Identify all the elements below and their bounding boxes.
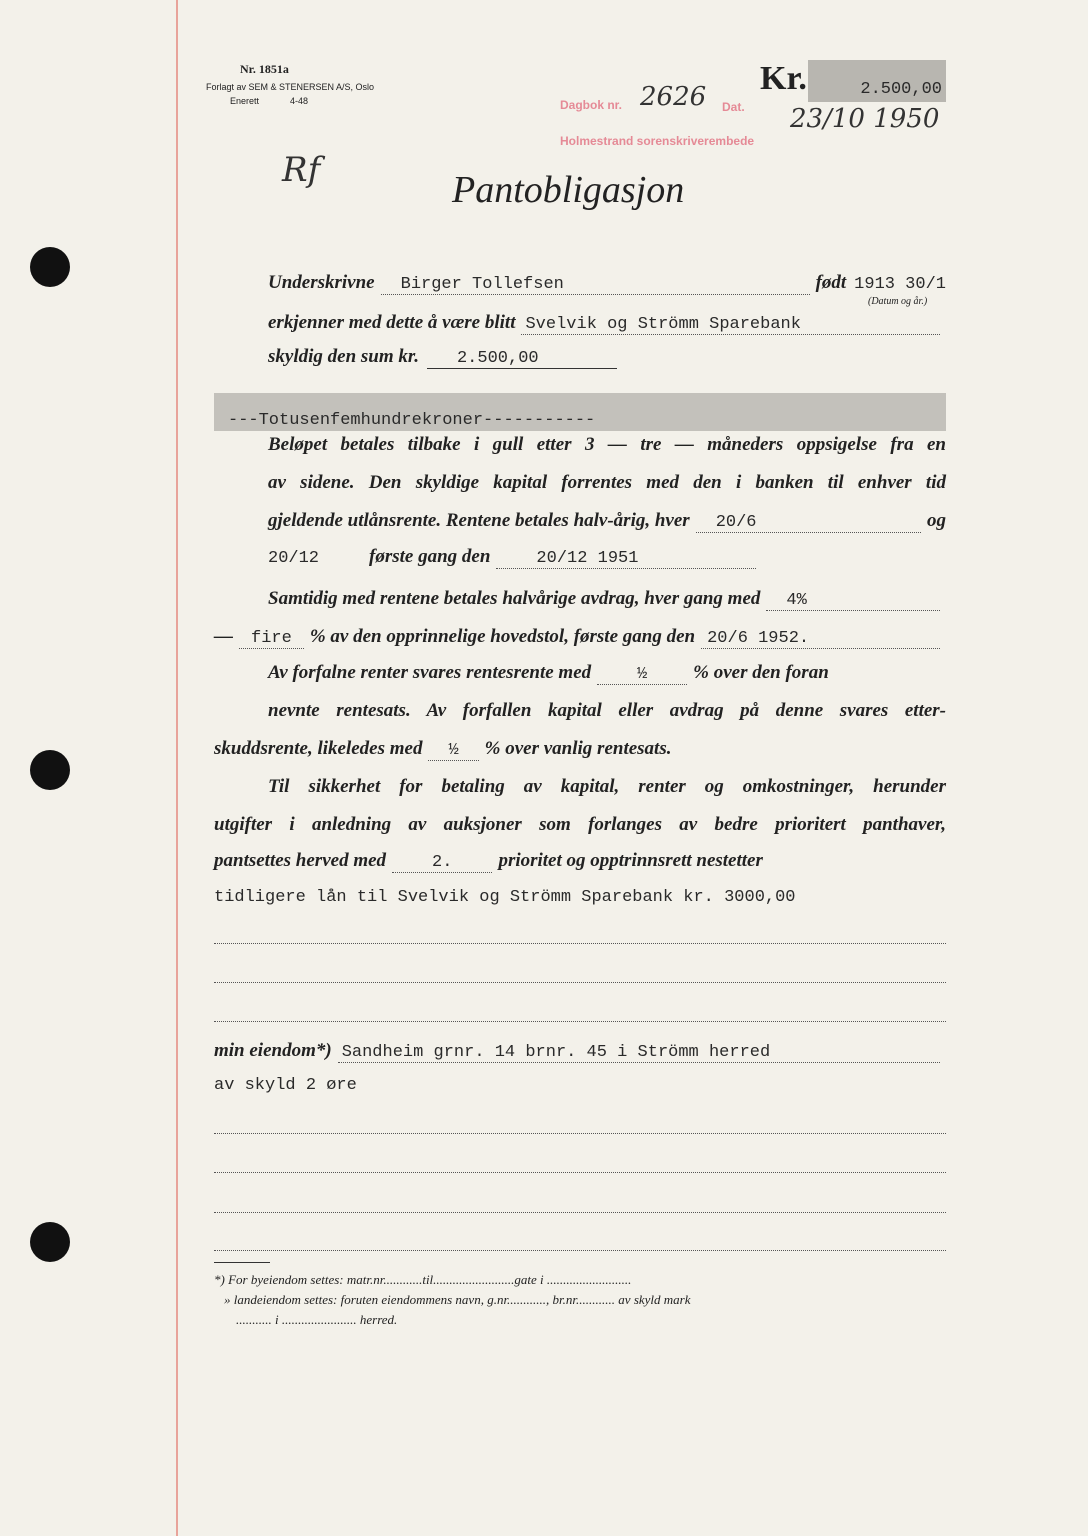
margin-line	[176, 0, 178, 1536]
rente-row	[268, 510, 946, 533]
prioritet-text: prioritet og opptrinnsrett nestetter	[498, 850, 763, 871]
paragraph-line: Til sikkerhet for betaling av kapital, renter og omkostninger, herunder	[268, 776, 946, 797]
pantsettes-row	[214, 850, 946, 873]
dagbok-label: Dagbok nr.	[560, 98, 623, 112]
renters-row	[268, 662, 946, 685]
fodt-value: 1913 30/1	[854, 275, 946, 294]
avdrag-row-2	[214, 626, 946, 649]
renters-text-b: % over den foran	[693, 662, 829, 683]
rente-date2: 20/12	[268, 549, 320, 568]
punch-hole	[30, 247, 70, 287]
sum-words-bar	[214, 393, 946, 431]
blank-line	[214, 943, 946, 944]
skuddsrente-val: ½	[428, 741, 478, 761]
og-label: og	[927, 510, 946, 531]
paragraph-line: utgifter i anledning av auksjoner som forlanges av bedre prioritert panthaver,	[214, 814, 946, 835]
paragraph-line: nevnte rentesats. Av forfallen kapital eller avdrag på denne svares etter-	[268, 700, 946, 721]
punch-hole	[30, 750, 70, 790]
blank-line	[214, 1212, 946, 1213]
erkjenner-label: erkjenner med dette å være blitt	[268, 312, 516, 333]
punch-hole	[30, 1222, 70, 1262]
typed-prior-loan: tidligere lån til Svelvik og Strömm Sparebank kr. 3000,00	[214, 888, 796, 907]
blank-line	[214, 982, 946, 983]
eiendom-row	[214, 1040, 946, 1063]
creditor-value: Svelvik og Strömm Sparebank	[521, 315, 940, 335]
pantsettes-text: pantsettes herved med	[214, 850, 387, 871]
footnote-rule	[214, 1262, 270, 1263]
stamp-date: 23/10 1950	[790, 104, 940, 134]
eiendom-label: min eiendom*)	[214, 1040, 332, 1061]
blank-line	[214, 1172, 946, 1173]
paragraph-line: av sidene. Den skyldige kapital forrentes med den i banken til enhver tid	[268, 472, 946, 493]
dat-label: Dat.	[722, 100, 745, 114]
initials-signature: Rf	[282, 150, 321, 190]
underskrivne-label: Underskrivne	[268, 272, 375, 293]
avdrag-date: 20/6 1952.	[701, 629, 940, 649]
rente-date1: 20/6	[696, 513, 921, 533]
erkjenner-row	[268, 312, 946, 335]
footnote-line: » landeiendom settes: foruten eiendommens navn, g.nr............, br.nr............ av skyld mark	[224, 1292, 691, 1307]
skuddsrente-row	[214, 738, 946, 761]
kr-label: Kr.	[760, 60, 807, 97]
sum-words: ---Totusenfemhundrekroner-----------	[228, 411, 596, 430]
renters-text: Av forfalne renter svares rentesrente med	[268, 662, 592, 683]
document-title: Pantobligasjon	[452, 169, 685, 211]
skyldig-row	[268, 346, 946, 369]
prioritet-value: 2.	[392, 853, 492, 873]
dagbok-number: 2626	[640, 82, 707, 112]
form-number: Nr. 1851a	[240, 62, 289, 76]
amount-box: 2.500,00	[808, 60, 946, 102]
publisher: Forlagt av SEM & STENERSEN A/S, Oslo	[206, 82, 375, 92]
fodt-label: født	[815, 272, 847, 293]
avdrag-words: fire	[239, 629, 304, 649]
eiendom-value: Sandheim grnr. 14 brnr. 45 i Strömm herred	[338, 1043, 940, 1063]
blank-line	[214, 1133, 946, 1134]
avdrag-pct: 4%	[766, 591, 940, 611]
office-stamp: Holmestrand sorenskriverembede	[560, 134, 755, 148]
avdrag-rest: % av den opprinnelige hovedstol, første gang den	[309, 626, 696, 647]
sum-value: 2.500,00	[427, 349, 617, 369]
eiendom-skyld: av skyld 2 øre	[214, 1076, 357, 1095]
skuddsrente-text-b: % over vanlig rentesats.	[484, 738, 672, 759]
avdrag-text: Samtidig med rentene betales halvårige avdrag, hver gang med	[268, 588, 761, 609]
skuddsrente-text: skuddsrente, likeledes med	[214, 738, 423, 759]
footnote-line: ........... i ....................... herred.	[236, 1312, 398, 1327]
forste-row	[268, 546, 946, 569]
footnote-line: *) For byeiendom settes: matr.nr............til.........................gate i ..........................	[214, 1272, 632, 1287]
renters-val1: ½	[597, 665, 687, 685]
forste-label: første gang den	[369, 546, 491, 567]
dash: —	[214, 626, 233, 647]
datum-label: (Datum og år.)	[868, 296, 928, 307]
blank-line	[214, 1250, 946, 1251]
date-code: 4-48	[290, 96, 309, 106]
underskrivne-value: Birger Tollefsen	[381, 275, 810, 295]
enerett: Enerett	[230, 96, 260, 106]
skyldig-label: skyldig den sum kr.	[268, 346, 419, 367]
forste-date: 20/12 1951	[496, 549, 756, 569]
underskrivne-row	[268, 272, 946, 295]
blank-line	[214, 1021, 946, 1022]
paragraph-line: Beløpet betales tilbake i gull etter 3 — tre — måneders oppsigelse fra en	[268, 434, 946, 455]
rente-text: gjeldende utlånsrente. Rentene betales halv-årig, hver	[268, 510, 690, 531]
avdrag-row	[268, 588, 946, 611]
